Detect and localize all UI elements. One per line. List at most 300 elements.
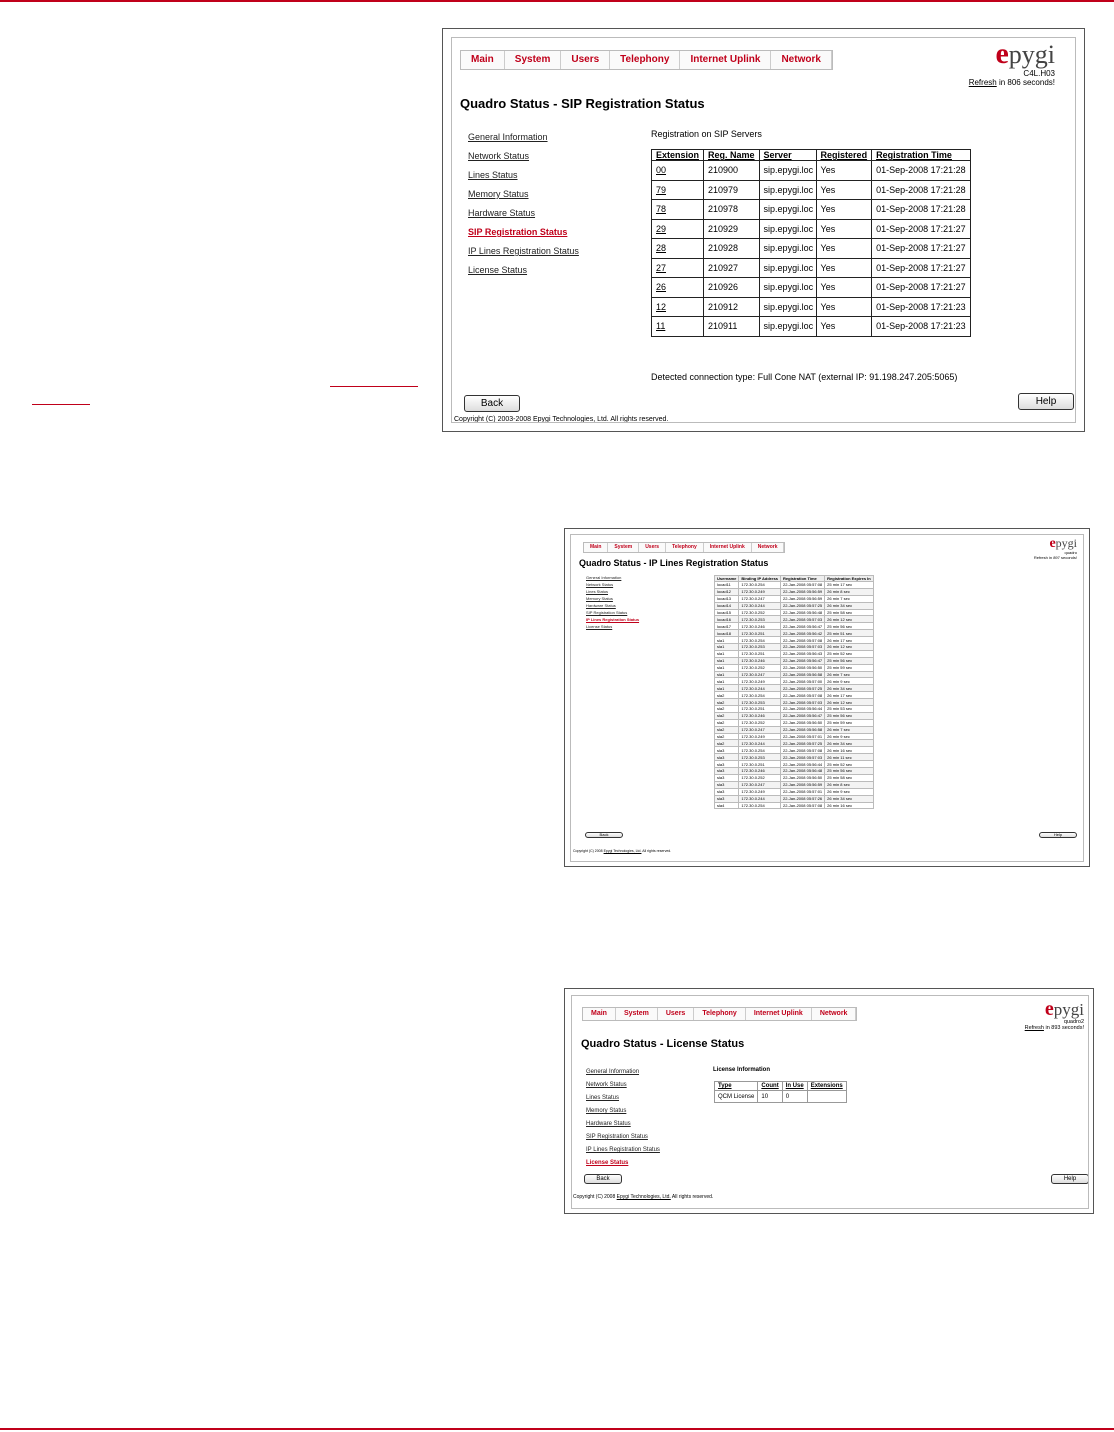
tab-internet-uplink[interactable]: Internet Uplink [680, 51, 771, 69]
cell-server: sip.epygi.loc [759, 219, 816, 239]
table-row [715, 671, 874, 678]
cell-registration-time: 22-Jan-2008 05:57:03 [781, 616, 825, 623]
main-menu [460, 50, 833, 70]
cell-reg-name: 210928 [704, 239, 760, 259]
help-button[interactable]: Help [1039, 832, 1077, 838]
cell-registration-time: 22-Jan-2008 05:57:25 [781, 602, 825, 609]
tab-main[interactable]: Main [461, 51, 505, 69]
cell-registration-time: 22-Jan-2008 05:57:08 [781, 802, 825, 809]
column-header-server[interactable]: Server [759, 150, 816, 161]
nav-item-sip-registration-status[interactable]: SIP Registration Status [468, 227, 568, 237]
cell-registration-time: 22-Jan-2008 05:56:44 [781, 761, 825, 768]
cell-registration-time: 22-Jan-2008 05:57:25 [781, 740, 825, 747]
cell-registration-expires-in: 26 min 12 sec [825, 616, 874, 623]
cell-registration-expires-in: 26 min 12 sec [825, 699, 874, 706]
cell-registration-time: 22-Jan-2008 05:56:44 [781, 706, 825, 713]
cell-binding-ip-address: 172.30.0.246 [739, 712, 781, 719]
table-row [715, 733, 874, 740]
cell-extension[interactable]: 11 [652, 317, 704, 337]
table-row [715, 726, 874, 733]
nav-item-network-status[interactable]: Network Status [586, 1082, 627, 1088]
cell-registration-time: 22-Jan-2008 05:56:47 [781, 712, 825, 719]
table-row [715, 678, 874, 685]
cell-binding-ip-address: 172.30.0.252 [739, 664, 781, 671]
cell-registration-time: 22-Jan-2008 05:56:50 [781, 719, 825, 726]
cell-registration-time: 22-Jan-2008 05:56:42 [781, 630, 825, 637]
cell-registration-time: 22-Jan-2008 05:56:48 [781, 768, 825, 775]
nav-item-hardware-status[interactable]: Hardware Status [586, 603, 616, 608]
cell-registration-expires-in: 26 min 7 sec [825, 671, 874, 678]
cell-registration-expires-in: 25 min 52 sec [825, 650, 874, 657]
device-model: C4L.H03 [1023, 69, 1055, 78]
cell-registration-expires-in: 26 min 7 sec [825, 595, 874, 602]
cell-registration-expires-in: 25 min 58 sec [825, 609, 874, 616]
cell-binding-ip-address: 172.30.0.249 [739, 788, 781, 795]
table-row [715, 692, 874, 699]
back-button[interactable]: Back [585, 832, 623, 838]
help-button[interactable]: Help [1018, 393, 1074, 410]
cell-registration-expires-in: 26 min 7 sec [825, 726, 874, 733]
cell-reg-name: 210912 [704, 297, 760, 317]
cell-registration-time: 22-Jan-2008 05:56:58 [781, 726, 825, 733]
cell-registration-expires-in: 26 min 16 sec [825, 802, 874, 809]
table-row [652, 180, 971, 200]
cell-registration-time: 22-Jan-2008 05:57:08 [781, 637, 825, 644]
cell-username: sla3 [715, 768, 739, 775]
refresh-countdown: Refresh in 897 seconds! [1033, 555, 1077, 560]
section-label: Registration on SIP Servers [651, 129, 762, 139]
device-model: quadro [1064, 550, 1077, 555]
cell-registration-time: 01-Sep-2008 17:21:23 [872, 317, 971, 337]
epygi-link[interactable]: Epygi Technologies, Ltd. [603, 849, 642, 853]
cell-server: sip.epygi.loc [759, 180, 816, 200]
device-model: quadro2 [1063, 1019, 1084, 1025]
column-header-reg-name[interactable]: Reg. Name [704, 150, 760, 161]
cell-registration-expires-in: 25 min 56 sec [825, 712, 874, 719]
cell-reg-name: 210978 [704, 200, 760, 220]
cell-username: sla1 [715, 650, 739, 657]
page-title: Quadro Status - SIP Registration Status [460, 96, 705, 111]
cell-username: locad12 [715, 588, 739, 595]
cell-username: sla1 [715, 664, 739, 671]
table-row [715, 699, 874, 706]
table-row [715, 602, 874, 609]
cell-username: sla2 [715, 726, 739, 733]
refresh-link[interactable]: Refresh [968, 78, 997, 87]
copyright: Copyright (C) 2003-2008 Epygi Technologies, Ltd. All rights reserved. [454, 416, 669, 423]
cell-registration-expires-in: 25 min 59 sec [825, 664, 874, 671]
table-row [652, 219, 971, 239]
column-header-registered[interactable]: Registered [816, 150, 872, 161]
table-row [652, 161, 971, 181]
table-row [715, 644, 874, 651]
cell-registration-expires-in: 26 min 9 sec [825, 733, 874, 740]
cell-reg-name: 210900 [704, 161, 760, 181]
status-nav [586, 1066, 660, 1170]
table-row [715, 706, 874, 713]
cell-registration-expires-in: 26 min 11 sec [825, 754, 874, 761]
cell-registration-expires-in: 26 min 9 sec [825, 788, 874, 795]
cell-extensions [807, 1091, 846, 1103]
left-link-fragment[interactable] [330, 386, 418, 387]
nav-item-memory-status[interactable]: Memory Status [586, 1108, 627, 1114]
cell-binding-ip-address: 172.30.0.244 [739, 602, 781, 609]
cell-username: sla1 [715, 657, 739, 664]
cell-registration-time: 01-Sep-2008 17:21:27 [872, 219, 971, 239]
table-row [715, 781, 874, 788]
table-row [715, 650, 874, 657]
table-row [715, 719, 874, 726]
table-row [652, 297, 971, 317]
table-row [715, 657, 874, 664]
cell-username: locad14 [715, 602, 739, 609]
cell-registration-expires-in: 26 min 34 sec [825, 602, 874, 609]
copyright: Copyright (C) 2008 Epygi Technologies, Ltd. All rights reserved. [573, 1194, 714, 1200]
epygi-logo: epygi C4L.H03 Refresh in 806 seconds! [968, 37, 1055, 87]
cell-binding-ip-address: 172.30.0.244 [739, 685, 781, 692]
table-row [652, 239, 971, 259]
cell-binding-ip-address: 172.30.0.254 [739, 582, 781, 589]
cell-registration-time: 22-Jan-2008 05:57:03 [781, 699, 825, 706]
cell-registration-time: 22-Jan-2008 05:57:08 [781, 582, 825, 589]
cell-registration-expires-in: 26 min 34 sec [825, 795, 874, 802]
cell-binding-ip-address: 172.30.0.252 [739, 719, 781, 726]
cell-registration-time: 22-Jan-2008 05:57:01 [781, 733, 825, 740]
cell-binding-ip-address: 172.30.0.247 [739, 781, 781, 788]
nav-item-memory-status[interactable]: Memory Status [468, 189, 529, 199]
cell-binding-ip-address: 172.30.0.252 [739, 774, 781, 781]
tab-telephony[interactable]: Telephony [610, 51, 680, 69]
epygi-logo: epygi quadro Refresh in 897 seconds! [1033, 536, 1077, 560]
cell-reg-name: 210926 [704, 278, 760, 298]
nav-item-general-information[interactable]: General Information [586, 1069, 640, 1075]
cell-registration-expires-in: 26 min 16 sec [825, 747, 874, 754]
cell-binding-ip-address: 172.30.0.253 [739, 616, 781, 623]
cell-registration-time: 22-Jan-2008 05:57:00 [781, 678, 825, 685]
cell-registered: Yes [816, 297, 872, 317]
cell-username: locad18 [715, 630, 739, 637]
cell-registration-expires-in: 25 min 51 sec [825, 630, 874, 637]
top-rule [0, 0, 1114, 2]
cell-registration-time: 22-Jan-2008 05:56:50 [781, 774, 825, 781]
nav-item-network-status[interactable]: Network Status [468, 151, 530, 161]
cell-registration-expires-in: 26 min 12 sec [825, 644, 874, 651]
screenshot-sip-registration [442, 28, 1085, 432]
cell-in-use: 0 [782, 1091, 807, 1103]
epygi-link[interactable]: Epygi Technologies, Ltd. [616, 1194, 671, 1200]
browser-frame [451, 37, 1076, 423]
cell-registration-expires-in: 26 min 34 sec [825, 740, 874, 747]
cell-binding-ip-address: 172.30.0.249 [739, 733, 781, 740]
page-title: Quadro Status - IP Lines Registration Status [579, 558, 769, 568]
table-row [652, 317, 971, 337]
cell-extension[interactable]: 26 [652, 278, 704, 298]
table-row [715, 685, 874, 692]
cell-username: sla3 [715, 761, 739, 768]
epygi-logo: epygi quadro2 Refresh in 893 seconds! [1024, 998, 1084, 1031]
cell-server: sip.epygi.loc [759, 161, 816, 181]
nav-item-hardware-status[interactable]: Hardware Status [468, 208, 536, 218]
browser-frame [570, 534, 1084, 862]
nav-item-lines-status[interactable]: Lines Status [586, 589, 609, 594]
nav-item-general-information[interactable]: General Information [468, 132, 548, 142]
table-row [715, 795, 874, 802]
refresh-link[interactable]: Refresh [1024, 1025, 1044, 1031]
cell-binding-ip-address: 172.30.0.251 [739, 650, 781, 657]
cell-server: sip.epygi.loc [759, 317, 816, 337]
cell-extension[interactable]: 29 [652, 219, 704, 239]
table-row [715, 712, 874, 719]
tab-users[interactable]: Users [561, 51, 610, 69]
section-label: License Information [713, 1067, 771, 1073]
cell-server: sip.epygi.loc [759, 239, 816, 259]
status-nav [468, 128, 579, 280]
table-row [715, 588, 874, 595]
refresh-countdown: in 806 seconds! [998, 78, 1055, 87]
cell-username: sla1 [715, 671, 739, 678]
cell-binding-ip-address: 172.30.0.251 [739, 630, 781, 637]
table-row [715, 664, 874, 671]
table-row [715, 616, 874, 623]
tab-main[interactable]: Main [583, 1008, 616, 1020]
table-row [652, 258, 971, 278]
browser-frame [571, 995, 1089, 1209]
cell-registration-expires-in: 26 min 9 sec [825, 678, 874, 685]
nav-item-ip-lines-registration-status[interactable]: IP Lines Registration Status [586, 617, 640, 622]
cell-type: QCM License [715, 1091, 758, 1103]
cell-registration-time: 22-Jan-2008 05:56:59 [781, 781, 825, 788]
column-header-registration-time: Registration Time [781, 576, 825, 582]
cell-registered: Yes [816, 239, 872, 259]
cell-count: 10 [758, 1091, 782, 1103]
cell-username: locad13 [715, 595, 739, 602]
cell-registration-expires-in: 26 min 17 sec [825, 692, 874, 699]
sip-registration-table [651, 149, 971, 337]
cell-username: locad17 [715, 623, 739, 630]
cell-binding-ip-address: 172.30.0.244 [739, 740, 781, 747]
tab-users[interactable]: Users [639, 543, 666, 552]
cell-registration-expires-in: 25 min 59 sec [825, 719, 874, 726]
left-link-fragment-2[interactable] [32, 404, 90, 405]
tab-internet-uplink[interactable]: Internet Uplink [746, 1008, 812, 1020]
main-menu [582, 1007, 857, 1021]
tab-system[interactable]: System [616, 1008, 658, 1020]
table-row [652, 200, 971, 220]
cell-username: sla1 [715, 644, 739, 651]
table-row [715, 637, 874, 644]
cell-registered: Yes [816, 258, 872, 278]
back-button[interactable]: Back [584, 1174, 622, 1184]
table-row [715, 802, 874, 809]
nav-item-sip-registration-status[interactable]: SIP Registration Status [586, 610, 628, 615]
help-button[interactable]: Help [1051, 1174, 1089, 1184]
nav-item-license-status[interactable]: License Status [586, 1160, 629, 1166]
table-row [715, 761, 874, 768]
tab-internet-uplink[interactable]: Internet Uplink [704, 543, 752, 552]
cell-binding-ip-address: 172.30.0.254 [739, 747, 781, 754]
cell-username: sla2 [715, 733, 739, 740]
cell-extension[interactable]: 00 [652, 161, 704, 181]
cell-binding-ip-address: 172.30.0.247 [739, 595, 781, 602]
cell-registration-expires-in: 26 min 17 sec [825, 637, 874, 644]
status-nav [586, 574, 639, 630]
cell-registration-time: 22-Jan-2008 05:56:50 [781, 664, 825, 671]
cell-extension[interactable]: 79 [652, 180, 704, 200]
table-row [652, 278, 971, 298]
cell-registration-time: 22-Jan-2008 05:56:43 [781, 650, 825, 657]
tab-system[interactable]: System [505, 51, 562, 69]
cell-binding-ip-address: 172.30.0.247 [739, 671, 781, 678]
tab-network[interactable]: Network [771, 51, 831, 69]
cell-registration-time: 01-Sep-2008 17:21:27 [872, 239, 971, 259]
screenshot-ip-lines-registration [564, 528, 1090, 867]
column-header-type[interactable]: Type [715, 1082, 758, 1091]
cell-username: sla3 [715, 747, 739, 754]
cell-registered: Yes [816, 278, 872, 298]
cell-registration-expires-in: 26 min 8 sec [825, 781, 874, 788]
nav-item-lines-status[interactable]: Lines Status [468, 170, 518, 180]
cell-registration-expires-in: 25 min 56 sec [825, 657, 874, 664]
nav-item-sip-registration-status[interactable]: SIP Registration Status [586, 1134, 648, 1140]
column-header-extensions[interactable]: Extensions [807, 1082, 846, 1091]
cell-binding-ip-address: 172.30.0.244 [739, 795, 781, 802]
cell-binding-ip-address: 172.30.0.246 [739, 657, 781, 664]
cell-binding-ip-address: 172.30.0.252 [739, 609, 781, 616]
column-header-extension[interactable]: Extension [652, 150, 704, 161]
column-header-registration-time[interactable]: Registration Time [872, 150, 971, 161]
cell-registration-time: 22-Jan-2008 05:56:58 [781, 671, 825, 678]
cell-registration-time: 01-Sep-2008 17:21:28 [872, 180, 971, 200]
cell-registration-time: 01-Sep-2008 17:21:27 [872, 258, 971, 278]
back-button[interactable]: Back [464, 395, 520, 412]
license-table [714, 1081, 847, 1103]
cell-registration-expires-in: 26 min 8 sec [825, 588, 874, 595]
screenshot-license-status [564, 988, 1094, 1214]
cell-server: sip.epygi.loc [759, 258, 816, 278]
cell-extension[interactable]: 78 [652, 200, 704, 220]
column-header-in-use[interactable]: In Use [782, 1082, 807, 1091]
epygi-link[interactable]: Epygi Technologies, Ltd. [533, 416, 609, 423]
cell-registration-time: 22-Jan-2008 05:56:48 [781, 609, 825, 616]
cell-registration-time: 01-Sep-2008 17:21:23 [872, 297, 971, 317]
tab-users[interactable]: Users [658, 1008, 694, 1020]
cell-registration-time: 01-Sep-2008 17:21:28 [872, 161, 971, 181]
cell-username: locad16 [715, 616, 739, 623]
cell-username: sla1 [715, 637, 739, 644]
table-row [715, 754, 874, 761]
copyright: Copyright (C) 2008 Epygi Technologies, Ltd. All rights reserved. [573, 849, 672, 853]
column-header-username: Username [715, 576, 739, 582]
cell-username: sla2 [715, 740, 739, 747]
nav-item-memory-status[interactable]: Memory Status [586, 596, 613, 601]
nav-item-ip-lines-registration-status[interactable]: IP Lines Registration Status [586, 1147, 660, 1153]
nav-item-ip-lines-registration-status[interactable]: IP Lines Registration Status [468, 246, 579, 256]
table-row [715, 747, 874, 754]
cell-registration-time: 22-Jan-2008 05:57:26 [781, 795, 825, 802]
cell-username: sla3 [715, 774, 739, 781]
cell-registration-time: 22-Jan-2008 05:57:03 [781, 754, 825, 761]
cell-username: sla1 [715, 685, 739, 692]
cell-server: sip.epygi.loc [759, 297, 816, 317]
cell-server: sip.epygi.loc [759, 200, 816, 220]
tab-main[interactable]: Main [584, 543, 608, 552]
cell-binding-ip-address: 172.30.0.251 [739, 761, 781, 768]
cell-registration-expires-in: 25 min 53 sec [825, 706, 874, 713]
cell-server: sip.epygi.loc [759, 278, 816, 298]
column-header-registration-expires-in: Registration Expires In [825, 576, 874, 582]
nav-item-lines-status[interactable]: Lines Status [586, 1095, 620, 1101]
cell-binding-ip-address: 172.30.0.251 [739, 706, 781, 713]
cell-binding-ip-address: 172.30.0.246 [739, 768, 781, 775]
cell-username: sla2 [715, 719, 739, 726]
nav-item-hardware-status[interactable]: Hardware Status [586, 1121, 631, 1127]
refresh-countdown: in 893 seconds! [1045, 1025, 1084, 1031]
cell-registration-expires-in: 25 min 56 sec [825, 768, 874, 775]
table-row [715, 768, 874, 775]
tab-network[interactable]: Network [752, 543, 785, 552]
cell-username: sla2 [715, 712, 739, 719]
tab-telephony[interactable]: Telephony [666, 543, 704, 552]
cell-username: sla3 [715, 754, 739, 761]
cell-registration-expires-in: 25 min 58 sec [825, 774, 874, 781]
column-header-binding-ip-address: Binding IP Address [739, 576, 781, 582]
cell-binding-ip-address: 172.30.0.246 [739, 623, 781, 630]
table-row [715, 774, 874, 781]
tab-system[interactable]: System [608, 543, 639, 552]
cell-binding-ip-address: 172.30.0.253 [739, 754, 781, 761]
cell-registration-time: 22-Jan-2008 05:57:08 [781, 692, 825, 699]
cell-binding-ip-address: 172.30.0.253 [739, 699, 781, 706]
cell-reg-name: 210929 [704, 219, 760, 239]
table-row [715, 740, 874, 747]
column-header-count[interactable]: Count [758, 1082, 782, 1091]
nav-item-license-status[interactable]: License Status [468, 265, 528, 275]
cell-extension[interactable]: 28 [652, 239, 704, 259]
cell-extension[interactable]: 27 [652, 258, 704, 278]
nav-item-general-information[interactable]: General Information [586, 575, 622, 580]
cell-registration-time: 22-Jan-2008 05:56:47 [781, 623, 825, 630]
cell-binding-ip-address: 172.30.0.254 [739, 637, 781, 644]
nat-info: Detected connection type: Full Cone NAT (external IP: 91.198.247.205:5065) [651, 372, 958, 382]
table-row [715, 788, 874, 795]
cell-username: locad15 [715, 609, 739, 616]
cell-reg-name: 210927 [704, 258, 760, 278]
cell-username: sla2 [715, 706, 739, 713]
cell-username: sla3 [715, 781, 739, 788]
cell-binding-ip-address: 172.30.0.254 [739, 692, 781, 699]
cell-username: sla3 [715, 795, 739, 802]
cell-username: sla1 [715, 678, 739, 685]
tab-telephony[interactable]: Telephony [694, 1008, 745, 1020]
cell-registration-time: 22-Jan-2008 05:57:03 [781, 644, 825, 651]
table-row [715, 595, 874, 602]
cell-binding-ip-address: 172.30.0.253 [739, 644, 781, 651]
nav-item-license-status[interactable]: License Status [586, 624, 613, 629]
cell-reg-name: 210979 [704, 180, 760, 200]
cell-registration-expires-in: 25 min 17 sec [825, 582, 874, 589]
cell-extension[interactable]: 12 [652, 297, 704, 317]
cell-registration-time: 22-Jan-2008 05:57:08 [781, 747, 825, 754]
table-row [715, 623, 874, 630]
cell-registration-time: 01-Sep-2008 17:21:28 [872, 200, 971, 220]
cell-reg-name: 210911 [704, 317, 760, 337]
cell-registered: Yes [816, 200, 872, 220]
tab-network[interactable]: Network [812, 1008, 857, 1020]
cell-registration-expires-in: 25 min 56 sec [825, 623, 874, 630]
nav-item-network-status[interactable]: Network Status [586, 582, 614, 587]
cell-binding-ip-address: 172.30.0.247 [739, 726, 781, 733]
table-row [715, 630, 874, 637]
